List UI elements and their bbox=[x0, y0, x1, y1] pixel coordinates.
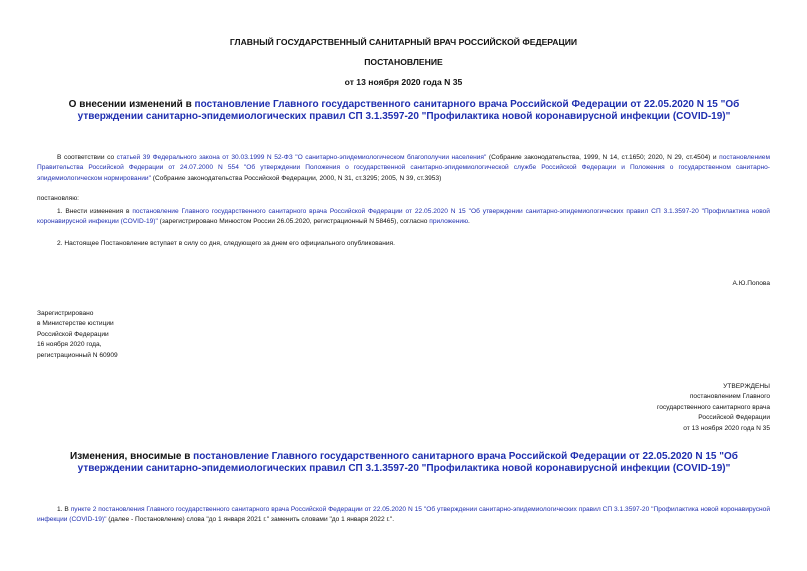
change-1-link[interactable]: пункте 2 постановления Главного государственного санитарного врача Российской Федерации от 22.05.2020 N 15 "Об утверждении санитарно-эпидемиологических правил СП 3.1.3597-20 "Профилактика новой коронавирусной инфекции (COVID-19)" bbox=[37, 506, 771, 524]
signature: А.Ю.Попова bbox=[732, 280, 770, 287]
registration-line: Российской Федерации bbox=[37, 330, 109, 338]
approval-block bbox=[570, 382, 770, 434]
date-number-heading: от 13 ноября 2020 года N 35 bbox=[344, 77, 463, 87]
change-1-text-1: 1. В bbox=[57, 506, 71, 513]
resolves-text: постановляю: bbox=[37, 195, 80, 202]
item-1-link-appendix[interactable]: приложению bbox=[429, 218, 469, 226]
item-1-text-1: 1. Внести изменения в bbox=[57, 208, 133, 215]
preamble-text-2: (Собрание законодательства, 1999, N 14, ст.1650; 2020, N 29, ст.4504) и bbox=[486, 154, 720, 161]
change-1-paragraph bbox=[37, 505, 770, 526]
title-link[interactable]: постановление Главного государственного санитарного врача Российской Федерации от 22.05.2020 N 15 "Об утверждении санитарно-эпидемиологических правил СП 3.1.3597-20 "Профилактика новой коронавирусной инфекции (COVID-19)" bbox=[77, 99, 740, 122]
registration-line: регистрационный N 60909 bbox=[37, 351, 118, 359]
change-1-text-2: (далее - Постановление) слова "до 1 января 2021 г." заменить словами "до 1 января 2022 г.". bbox=[106, 516, 395, 524]
approval-line: УТВЕРЖДЕНЫ bbox=[723, 383, 770, 390]
preamble-paragraph bbox=[37, 153, 770, 184]
registration-line: Зарегистрировано bbox=[37, 310, 94, 317]
approval-line: от 13 ноября 2020 года N 35 bbox=[683, 424, 770, 432]
registration-line: в Министерстве юстиции bbox=[37, 320, 114, 328]
preamble-link-law[interactable]: статьей 39 Федерального закона от 30.03.1999 N 52-ФЗ "О санитарно-эпидемиологическом благополучии населения" bbox=[116, 154, 487, 161]
preamble-link-decree[interactable]: постановлением Правительства Российской Федерации от 24.07.2000 N 554 "Об утверждении Положения о государственной санитарно-эпидемиологической службе Российской Федерации и Положения о государственном санитарно-эпидемиологическом нормировании" bbox=[37, 154, 770, 182]
registration-line: 16 ноября 2020 года, bbox=[37, 341, 102, 349]
preamble-text-1: В соответствии со bbox=[57, 154, 117, 161]
item-1-paragraph bbox=[37, 207, 770, 228]
approval-line: государственного санитарного врача bbox=[656, 403, 770, 411]
preamble-text-3: (Собрание законодательства Российской Федерации, 2000, N 31, ст.3295; 2005, N 39, ст.3953) bbox=[150, 174, 442, 182]
item-1-text-3: . bbox=[468, 218, 470, 226]
document-title bbox=[50, 99, 758, 123]
changes-title-prefix: Изменения, вносимые в bbox=[70, 451, 194, 462]
item-2-paragraph: 2. Настоящее Постановление вступает в силу со дня, следующего за днем его официального опубликования. bbox=[57, 240, 395, 247]
item-1-link-decree[interactable]: постановление Главного государственного санитарного врача Российской Федерации от 22.05.2020 N 15 "Об утверждении санитарно-эпидемиологических правил СП 3.1.3597-20 "Профилактика новой коронавирусной инфекции (COVID-19)" bbox=[37, 208, 770, 226]
registration-block bbox=[37, 309, 237, 361]
approval-line: Российской Федерации bbox=[698, 414, 770, 422]
title-prefix: О внесении изменений в bbox=[68, 99, 195, 110]
doc-type-heading: ПОСТАНОВЛЕНИЕ bbox=[364, 57, 443, 67]
item-1-text-2: (зарегистрировано Минюстом России 26.05.2020, регистрационный N 58465), согласно bbox=[157, 218, 430, 226]
changes-title-link[interactable]: постановление Главного государственного санитарного врача Российской Федерации от 22.05.2020 N 15 "Об утверждении санитарно-эпидемиологических правил СП 3.1.3597-20 "Профилактика новой коронавирусной инфекции (COVID-19)" bbox=[77, 451, 738, 474]
changes-title bbox=[50, 451, 758, 475]
approval-line: постановлением Главного bbox=[689, 393, 770, 401]
authority-heading: ГЛАВНЫЙ ГОСУДАРСТВЕННЫЙ САНИТАРНЫЙ ВРАЧ РОССИЙСКОЙ ФЕДЕРАЦИИ bbox=[229, 37, 578, 47]
